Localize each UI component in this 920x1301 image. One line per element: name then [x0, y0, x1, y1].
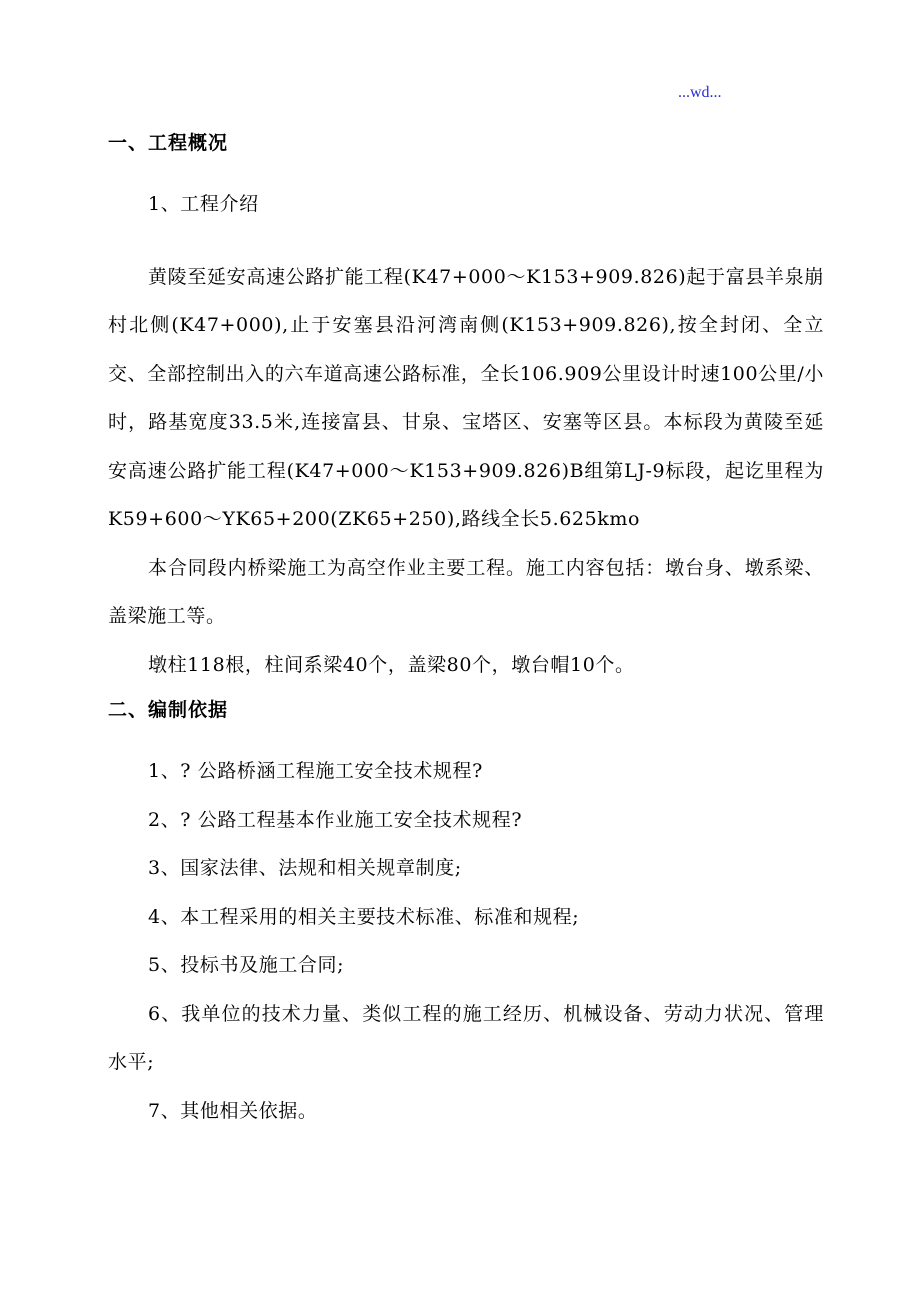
basis-item-2: 2、? 公路工程基本作业施工安全技术规程? [148, 808, 523, 831]
basis-item-5: 5、投标书及施工合同; [148, 954, 345, 976]
header-mark: ...wd... [678, 84, 722, 101]
basis-item-4: 4、本工程采用的相关主要技术标准、标准和规程; [148, 905, 580, 928]
document-body [108, 128, 824, 1135]
project-intro-paragraph: 黄陵至延安高速公路扩能工程(K47+000～K153+909.826)起于富县羊泉崩村北侧(K47+000),止于安塞县沿河湾南侧(K153+909.826),按全封闭、全立交、全部控制出入的六车道高速公路标准，全长106.909公里设计时速100公里/小时，路基宽度33.5米,连接富县、甘泉、宝塔区、安塞等区县。本标段为黄陵至延安高速公路扩能工程(K47+000～K153+909.826)B组第LJ-9标段，起讫里程为K59+600～YK65+200(ZK65+250),路线全长5.625kmo [108, 265, 824, 530]
basis-item-3: 3、国家法律、法规和相关规章制度; [148, 857, 462, 879]
basis-item-1: 1、? 公路桥涵工程施工安全技术规程? [148, 760, 483, 782]
basis-item-7: 7、其他相关依据。 [148, 1099, 318, 1122]
basis-item-6: 6、我单位的技术力量、类似工程的施工经历、机械设备、劳动力状况、管理水平; [108, 1002, 824, 1073]
section-1-title: 一、工程概况 [108, 132, 229, 154]
section-2-title: 二、编制依据 [108, 699, 229, 721]
section-1-subtitle: 1、工程介绍 [148, 193, 259, 215]
quantity-paragraph: 墩柱118根，柱间系梁40个，盖梁80个，墩台帽10个。 [148, 653, 635, 676]
construction-content-paragraph: 本合同段内桥梁施工为高空作业主要工程。施工内容包括：墩台身、墩系梁、盖梁施工等。 [108, 556, 824, 627]
